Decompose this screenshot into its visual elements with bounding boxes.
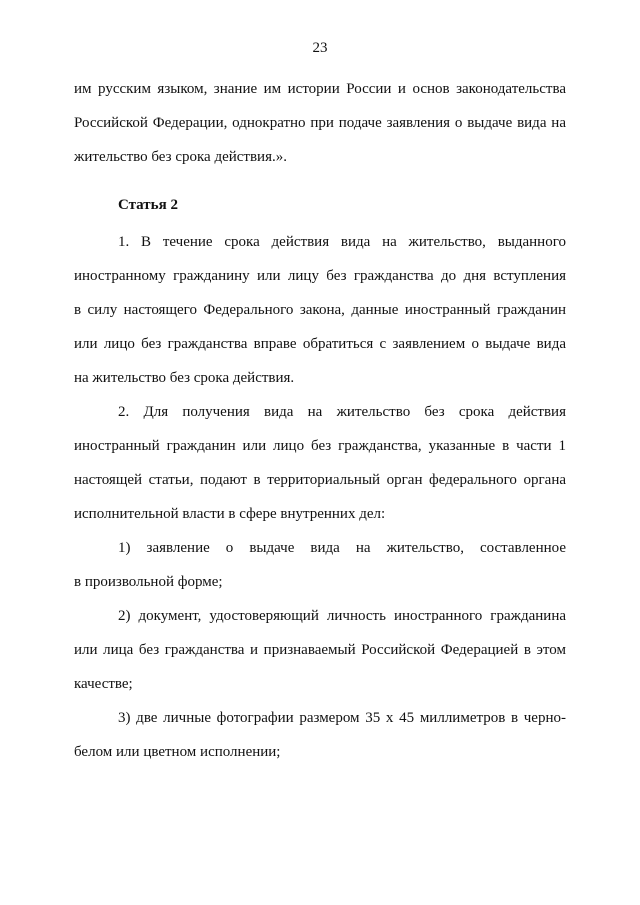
list-item-2 — [74, 599, 566, 701]
page-number: 23 — [312, 40, 328, 56]
list-item-3 — [74, 701, 566, 769]
paragraph-continuation — [74, 72, 566, 174]
text-line: настоящей статьи, подают в территориальный орган федерального органа — [74, 472, 566, 488]
text-line: Российской Федерации, однократно при подаче заявления о выдаче вида на — [74, 115, 566, 131]
text-line: или лицо без гражданства вправе обратиться с заявлением о выдаче вида — [74, 336, 566, 352]
text-line: иностранному гражданину или лицу без гражданства до дня вступления — [74, 268, 566, 284]
text-line: 3) две личные фотографии размером 35 х 45 миллиметров в черно- — [118, 710, 566, 726]
article-heading: Статья 2 — [118, 197, 178, 213]
list-item-1 — [74, 531, 566, 599]
article-paragraph-1 — [74, 225, 566, 395]
text-line: 2) документ, удостоверяющий личность иностранного гражданина — [118, 608, 566, 624]
text-line: белом или цветном исполнении; — [74, 744, 281, 760]
text-line: иностранный гражданин или лицо без гражданства, указанные в части 1 — [74, 438, 566, 454]
text-line: 2. Для получения вида на жительство без срока действия — [118, 404, 566, 420]
text-line: в силу настоящего Федерального закона, данные иностранный гражданин — [74, 302, 566, 318]
text-line: на жительство без срока действия. — [74, 370, 295, 386]
text-line: или лица без гражданства и признаваемый Российской Федерацией в этом — [74, 642, 566, 658]
article-paragraph-2 — [74, 395, 566, 531]
text-line: 1) заявление о выдаче вида на жительство, составленное — [118, 540, 566, 556]
text-line: 1. В течение срока действия вида на жительство, выданного — [118, 234, 566, 250]
text-line: исполнительной власти в сфере внутренних дел: — [74, 506, 386, 522]
text-line: им русским языком, знание им истории России и основ законодательства — [74, 81, 566, 97]
text-line: качестве; — [74, 676, 133, 692]
text-line: жительство без срока действия.». — [74, 149, 287, 165]
document-body — [74, 72, 566, 769]
text-line: в произвольной форме; — [74, 574, 223, 590]
